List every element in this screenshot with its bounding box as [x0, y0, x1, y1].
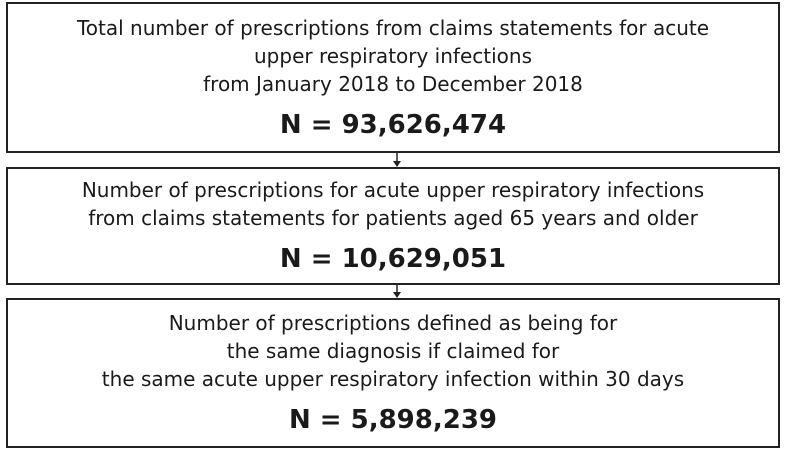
box1-line-2: upper respiratory infections — [254, 43, 532, 68]
box3-count: N = 5,898,239 — [288, 405, 498, 435]
box1-line-1: Total number of prescriptions from claims statements for acute — [76, 15, 710, 40]
box2-count: N = 10,629,051 — [279, 244, 507, 274]
box3-line-1: Number of prescriptions defined as being for — [168, 311, 618, 335]
step-box-total-prescriptions — [6, 2, 780, 153]
step-box-aged-65-plus — [6, 167, 780, 285]
box2-line-1: Number of prescriptions for acute upper respiratory infections — [81, 178, 705, 202]
box1-count: N = 93,626,474 — [279, 109, 507, 140]
box2-line-2: from claims statements for patients aged 65 years and older — [88, 206, 698, 230]
box1-line-3: from January 2018 to December 2018 — [203, 71, 583, 96]
box3-line-3: the same acute upper respiratory infection within 30 days — [101, 367, 685, 391]
step-box-same-diagnosis — [6, 298, 780, 448]
box3-line-2: the same diagnosis if claimed for — [226, 339, 560, 363]
